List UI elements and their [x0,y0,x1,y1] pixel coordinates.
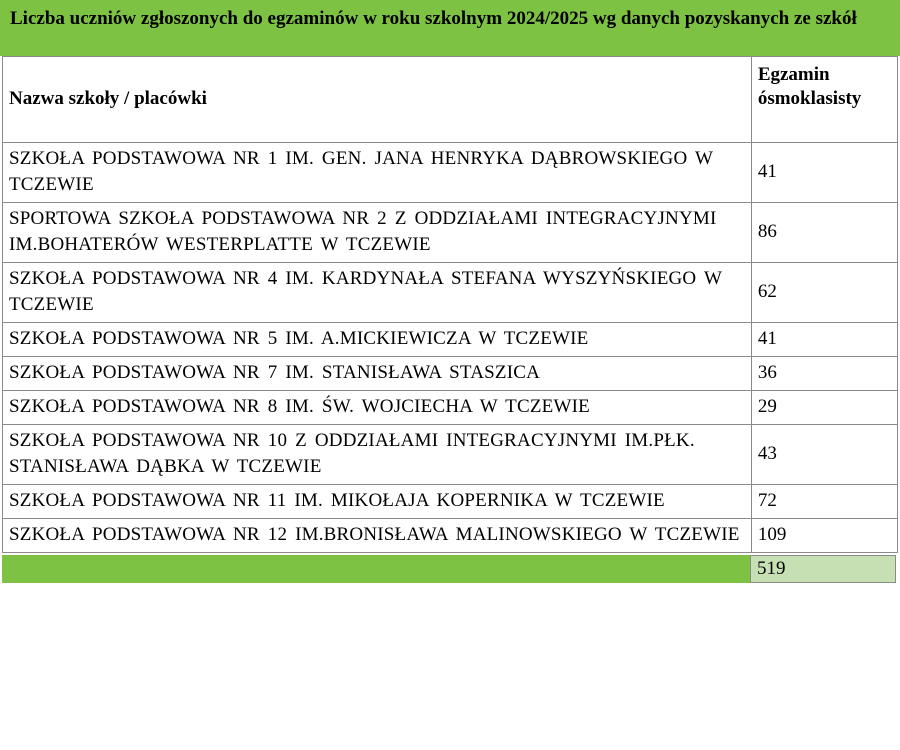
cell-exam-count: 86 [751,203,897,263]
table-row [3,263,898,323]
cell-school-name: SZKOŁA PODSTAWOWA NR 7 IM. STANISŁAWA STASZICA [3,357,752,391]
table-row [3,203,898,263]
table-row [3,485,898,519]
cell-school-name: SZKOŁA PODSTAWOWA NR 4 IM. KARDYNAŁA STEFANA WYSZYŃSKIEGO W TCZEWIE [3,263,752,323]
cell-school-name: SZKOŁA PODSTAWOWA NR 5 IM. A.MICKIEWICZA W TCZEWIE [3,323,752,357]
table-row [3,323,898,357]
total-row [2,555,898,583]
total-label-cell [2,555,750,583]
table-row [3,391,898,425]
column-header-exam: Egzamin ósmoklasisty [751,57,897,143]
cell-school-name: SZKOŁA PODSTAWOWA NR 8 IM. ŚW. WOJCIECHA W TCZEWIE [3,391,752,425]
table-row [3,143,898,203]
cell-exam-count: 41 [751,323,897,357]
table-header-row [3,57,898,143]
cell-school-name: SZKOŁA PODSTAWOWA NR 11 IM. MIKOŁAJA KOPERNIKA W TCZEWIE [3,485,752,519]
cell-exam-count: 62 [751,263,897,323]
cell-exam-count: 72 [751,485,897,519]
cell-exam-count: 29 [751,391,897,425]
cell-exam-count: 43 [751,425,897,485]
cell-school-name: SPORTOWA SZKOŁA PODSTAWOWA NR 2 Z ODDZIAŁAMI INTEGRACYJNYMI IM.BOHATERÓW WESTERPLATTE W TCZEWIE [3,203,752,263]
exam-counts-table [2,56,898,553]
table-row [3,519,898,553]
page-title: Liczba uczniów zgłoszonych do egzaminów w roku szkolnym 2024/2025 wg danych pozyskanych ze szkół [0,0,900,56]
table-row [3,357,898,391]
cell-school-name: SZKOŁA PODSTAWOWA NR 1 IM. GEN. JANA HENRYKA DĄBROWSKIEGO W TCZEWIE [3,143,752,203]
table-header [3,57,898,143]
cell-exam-count: 109 [751,519,897,553]
cell-exam-count: 36 [751,357,897,391]
column-header-school-name: Nazwa szkoły / placówki [3,57,752,143]
cell-school-name: SZKOŁA PODSTAWOWA NR 12 IM.BRONISŁAWA MALINOWSKIEGO W TCZEWIE [3,519,752,553]
cell-school-name: SZKOŁA PODSTAWOWA NR 10 Z ODDZIAŁAMI INTEGRACYJNYMI IM.PŁK. STANISŁAWA DĄBKA W TCZEWIE [3,425,752,485]
table-row [3,425,898,485]
cell-exam-count: 41 [751,143,897,203]
table-body [3,143,898,553]
total-value-cell: 519 [750,555,896,583]
